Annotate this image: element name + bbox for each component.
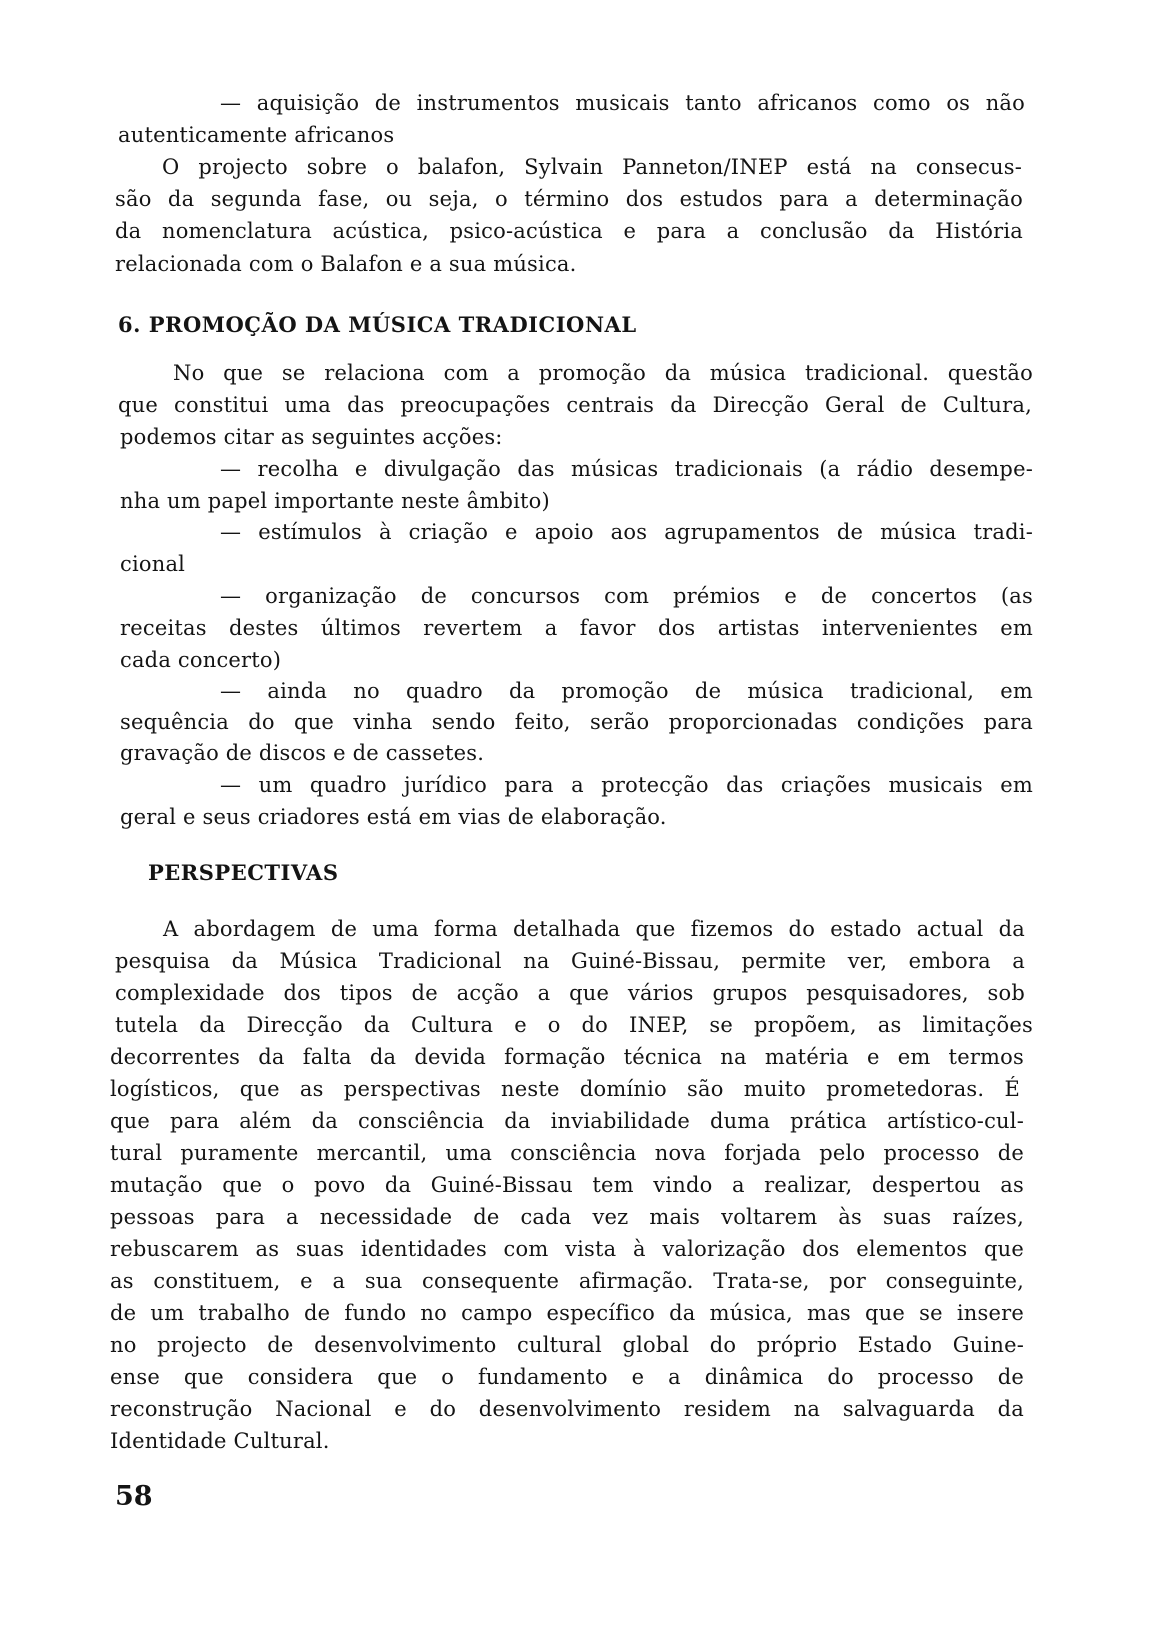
text-line: — aquisição de instrumentos musicais tanto africanos como os não <box>220 91 1025 115</box>
list-item: — recolha e divulgação das músicas tradicionais (a rádio desempe- <box>220 457 1033 481</box>
text-line: autenticamente africanos <box>118 123 395 147</box>
list-item: — um quadro jurídico para a protecção das criações musicais em <box>220 773 1033 797</box>
text-line: rebuscarem as suas identidades com vista à valorização dos elementos que <box>110 1237 1024 1261</box>
text-line: nha um papel importante neste âmbito) <box>120 489 550 513</box>
text-line: podemos citar as seguintes acções: <box>120 425 503 449</box>
text-line: reconstrução Nacional e do desenvolvimento residem na salvaguarda da <box>110 1397 1024 1421</box>
text-line: complexidade dos tipos de acção a que vários grupos pesquisadores, sob <box>115 981 1025 1005</box>
section-heading: 6. PROMOÇÃO DA MÚSICA TRADICIONAL <box>118 312 637 337</box>
text-line: pessoas para a necessidade de cada vez mais voltarem às suas raízes, <box>110 1205 1024 1229</box>
list-item: — organização de concursos com prémios e de concertos (as <box>220 584 1033 608</box>
text-line: no projecto de desenvolvimento cultural global do próprio Estado Guine- <box>110 1333 1024 1357</box>
text-line: tutela da Direcção da Cultura e o do INEP, se propõem, as limitações <box>115 1013 1033 1037</box>
text-line: O projecto sobre o balafon, Sylvain Panneton/INEP está na consecus- <box>162 155 1022 179</box>
text-line: cional <box>120 552 186 576</box>
text-line: receitas destes últimos revertem a favor dos artistas intervenientes em <box>120 616 1033 640</box>
text-line: logísticos, que as perspectivas neste domínio são muito prometedoras. É <box>110 1077 1020 1101</box>
text-line: geral e seus criadores está em vias de elaboração. <box>120 805 667 829</box>
page-number: 58 <box>115 1481 153 1512</box>
text-line: pesquisa da Música Tradicional na Guiné-Bissau, permite ver, embora a <box>115 949 1025 973</box>
text-line: cada concerto) <box>120 648 282 672</box>
text-line: da nomenclatura acústica, psico-acústica e para a conclusão da História <box>115 219 1023 243</box>
text-line: são da segunda fase, ou seja, o término dos estudos para a determinação <box>115 187 1023 211</box>
section-heading: PERSPECTIVAS <box>148 860 339 885</box>
text-line: de um trabalho de fundo no campo específico da música, mas que se insere <box>110 1301 1024 1325</box>
text-line: decorrentes da falta da devida formação técnica na matéria e em termos <box>110 1045 1024 1069</box>
text-line: No que se relaciona com a promoção da música tradicional. questão <box>173 361 1033 385</box>
text-line: que constitui uma das preocupações centrais da Direcção Geral de Cultura, <box>118 393 1032 417</box>
list-item: — estímulos à criação e apoio aos agrupamentos de música tradi- <box>220 520 1033 544</box>
text-line: sequência do que vinha sendo feito, serão proporcionadas condições para <box>120 710 1033 734</box>
text-line: mutação que o povo da Guiné-Bissau tem vindo a realizar, despertou as <box>110 1173 1024 1197</box>
list-item: — ainda no quadro da promoção de música tradicional, em <box>220 679 1033 703</box>
text-line: gravação de discos e de cassetes. <box>120 741 485 765</box>
text-line: relacionada com o Balafon e a sua música. <box>115 252 577 276</box>
text-line: tural puramente mercantil, uma consciência nova forjada pelo processo de <box>110 1141 1024 1165</box>
text-line: as constituem, e a sua consequente afirmação. Trata-se, por conseguinte, <box>110 1269 1024 1293</box>
text-line: que para além da consciência da inviabilidade duma prática artístico-cul- <box>110 1109 1024 1133</box>
text-line: ense que considera que o fundamento e a dinâmica do processo de <box>110 1365 1024 1389</box>
text-line: A abordagem de uma forma detalhada que fizemos do estado actual da <box>163 917 1025 941</box>
text-line: Identidade Cultural. <box>110 1429 330 1453</box>
